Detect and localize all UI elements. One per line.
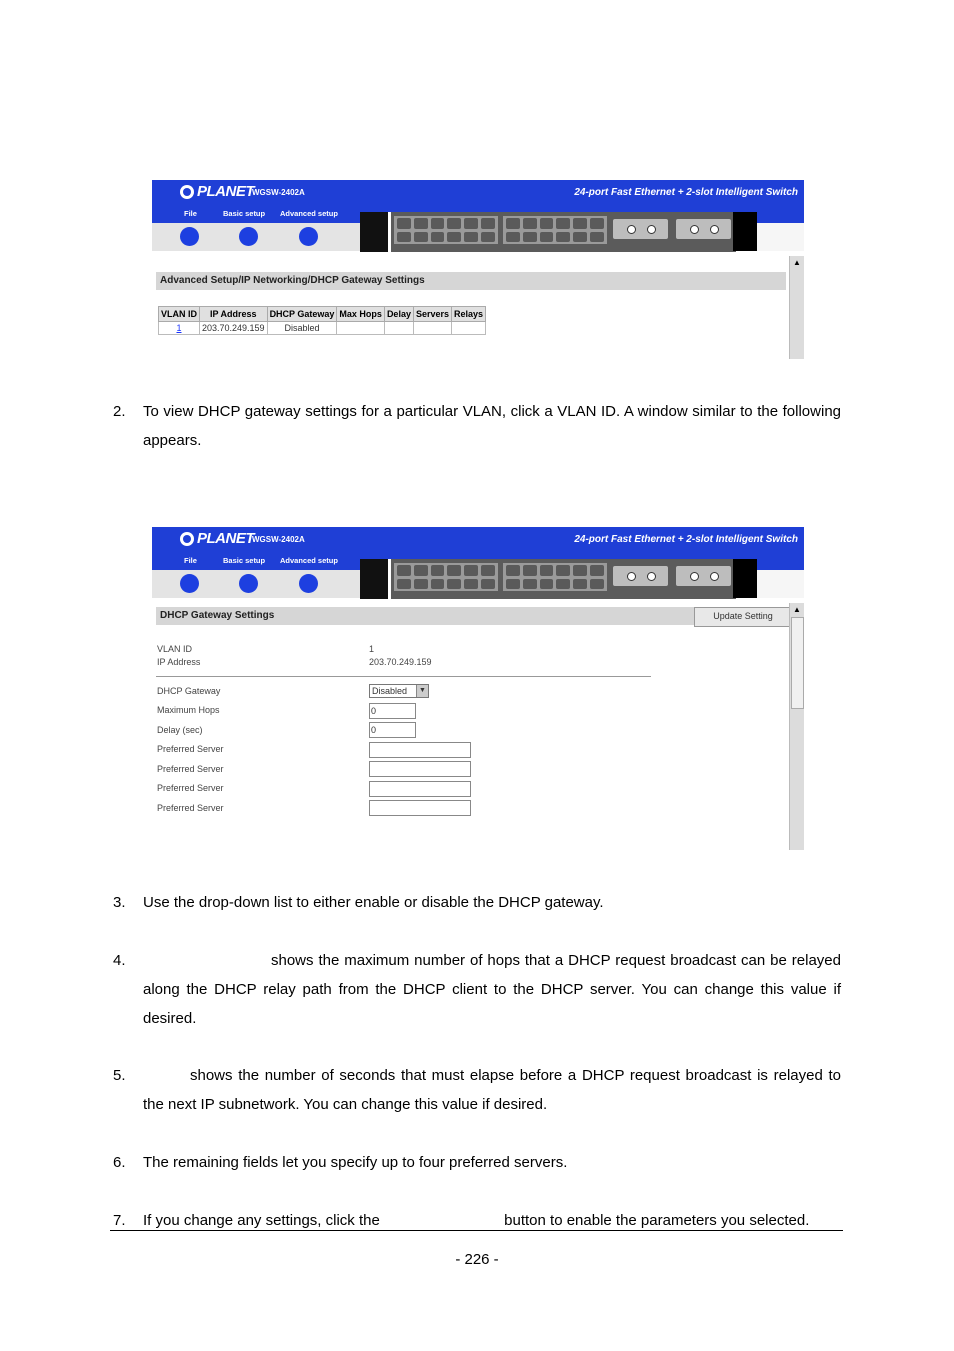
- scroll-thumb[interactable]: [791, 617, 804, 709]
- step-text: shows the maximum number of hops that a DHCP request broadcast can be relayed along the DHCP relay path from the DHCP client to the DHCP server. You can change this value if desired.: [143, 952, 841, 1027]
- step-number: 6.: [113, 1154, 126, 1171]
- cell-servers: [413, 322, 451, 335]
- advanced-setup-button-icon[interactable]: [299, 227, 318, 246]
- model-name: WGSW-2402A: [252, 188, 305, 197]
- cell-ip-address: 203.70.249.159: [200, 322, 268, 335]
- col-max-hops: Max Hops: [337, 307, 385, 322]
- max-hops-label: Maximum Hops: [157, 705, 220, 715]
- expansion-slot-2[interactable]: [676, 566, 731, 586]
- step-number: 4.: [113, 952, 126, 969]
- menu-advanced-setup[interactable]: Advanced setup: [280, 556, 338, 565]
- advanced-setup-button-icon[interactable]: [299, 574, 318, 593]
- update-setting-button[interactable]: Update Setting: [694, 607, 792, 627]
- planet-logo: [180, 183, 254, 200]
- col-relays: Relays: [452, 307, 486, 322]
- col-delay: Delay: [384, 307, 413, 322]
- col-servers: Servers: [413, 307, 451, 322]
- col-vlan-id: VLAN ID: [159, 307, 200, 322]
- max-hops-input[interactable]: 0: [369, 703, 416, 719]
- brand-text: PLANET: [197, 183, 254, 200]
- cell-dhcp-gateway: Disabled: [267, 322, 337, 335]
- basic-setup-button-icon[interactable]: [239, 574, 258, 593]
- ip-address-label: IP Address: [157, 657, 201, 667]
- app-header: [152, 180, 804, 205]
- preferred-server-input[interactable]: [369, 781, 471, 797]
- product-tagline: 24-port Fast Ethernet + 2-slot Intelligent Switch: [574, 187, 798, 198]
- ip-address-value: 203.70.249.159: [369, 657, 432, 667]
- panel-divider: [360, 559, 388, 599]
- preferred-server-input[interactable]: [369, 800, 471, 816]
- switch-front-panel: [388, 559, 736, 599]
- step-text-before: If you change any settings, click the: [143, 1212, 380, 1229]
- app-header: [152, 527, 804, 552]
- file-button-icon[interactable]: [180, 227, 199, 246]
- menu-basic-setup[interactable]: Basic setup: [223, 209, 266, 218]
- delay-label: Delay (sec): [157, 725, 203, 735]
- step-number: 2.: [113, 403, 126, 420]
- page-number: - 226 -: [455, 1251, 499, 1268]
- scroll-up-icon[interactable]: ▲: [793, 605, 801, 614]
- menu-buttons: [152, 570, 360, 598]
- port-group-1[interactable]: [394, 216, 498, 244]
- switch-front-panel: [388, 212, 736, 252]
- brand-text: PLANET: [197, 530, 254, 547]
- screenshot-dhcp-gateway-settings: [152, 527, 804, 850]
- menu-file[interactable]: File: [184, 209, 197, 218]
- step-text: shows the number of seconds that must elapse before a DHCP request broadcast is relayed to the next IP subnetwork. You can change this value if desired.: [143, 1067, 841, 1113]
- expansion-slot-2[interactable]: [676, 219, 731, 239]
- table-row: [159, 322, 486, 335]
- port-group-1[interactable]: [394, 563, 498, 591]
- delay-input[interactable]: 0: [369, 722, 416, 738]
- step-number: 7.: [113, 1212, 126, 1229]
- menu-buttons: [152, 223, 360, 251]
- screenshot-vlan-list: [152, 180, 804, 359]
- scrollbar[interactable]: [789, 256, 804, 359]
- dhcp-gateway-select[interactable]: [369, 684, 429, 698]
- port-group-2[interactable]: [503, 216, 607, 244]
- vlan-id-link[interactable]: 1: [176, 323, 182, 333]
- dhcp-gateway-table: [158, 306, 486, 335]
- step-number: 5.: [113, 1067, 126, 1084]
- footer-rule: [110, 1230, 843, 1231]
- section-title: DHCP Gateway Settings: [156, 607, 790, 625]
- step-text-after: button to enable the parameters you selected.: [504, 1212, 810, 1229]
- step-text: The remaining fields let you specify up to four preferred servers.: [143, 1154, 568, 1171]
- step-text: To view DHCP gateway settings for a particular VLAN, click a VLAN ID. A window similar to the following appears.: [143, 403, 841, 449]
- menu-basic-setup[interactable]: Basic setup: [223, 556, 266, 565]
- menu-advanced-setup[interactable]: Advanced setup: [280, 209, 338, 218]
- step-text: Use the drop-down list to either enable or disable the DHCP gateway.: [143, 894, 604, 911]
- col-dhcp-gateway: DHCP Gateway: [267, 307, 337, 322]
- planet-logo: [180, 530, 254, 547]
- port-group-2[interactable]: [503, 563, 607, 591]
- file-button-icon[interactable]: [180, 574, 199, 593]
- vlan-id-value: 1: [369, 644, 375, 654]
- preferred-server-label: Preferred Server: [157, 783, 224, 793]
- chevron-down-icon[interactable]: ▼: [416, 685, 428, 697]
- step-number: 3.: [113, 894, 126, 911]
- header-right-strip: [733, 570, 804, 598]
- planet-logo-icon: [180, 185, 194, 199]
- header-right-strip: [733, 223, 804, 251]
- preferred-server-label: Preferred Server: [157, 764, 224, 774]
- dhcp-gateway-label: DHCP Gateway: [157, 686, 221, 696]
- preferred-server-label: Preferred Server: [157, 744, 224, 754]
- expansion-slot-1[interactable]: [613, 219, 668, 239]
- preferred-server-input[interactable]: [369, 761, 471, 777]
- scroll-up-icon[interactable]: ▲: [793, 258, 801, 267]
- model-name: WGSW-2402A: [252, 535, 305, 544]
- section-title: Advanced Setup/IP Networking/DHCP Gateway Settings: [156, 272, 786, 290]
- cell-relays: [452, 322, 486, 335]
- divider: [156, 676, 651, 677]
- basic-setup-button-icon[interactable]: [239, 227, 258, 246]
- expansion-slot-1[interactable]: [613, 566, 668, 586]
- panel-divider: [360, 212, 388, 252]
- col-ip-address: IP Address: [200, 307, 268, 322]
- product-tagline: 24-port Fast Ethernet + 2-slot Intelligent Switch: [574, 534, 798, 545]
- cell-delay: [384, 322, 413, 335]
- preferred-server-input[interactable]: [369, 742, 471, 758]
- planet-logo-icon: [180, 532, 194, 546]
- menu-file[interactable]: File: [184, 556, 197, 565]
- cell-max-hops: [337, 322, 385, 335]
- scrollbar[interactable]: [789, 603, 804, 850]
- vlan-id-label: VLAN ID: [157, 644, 193, 654]
- dhcp-gateway-selected: Disabled: [372, 686, 408, 696]
- preferred-server-label: Preferred Server: [157, 803, 224, 813]
